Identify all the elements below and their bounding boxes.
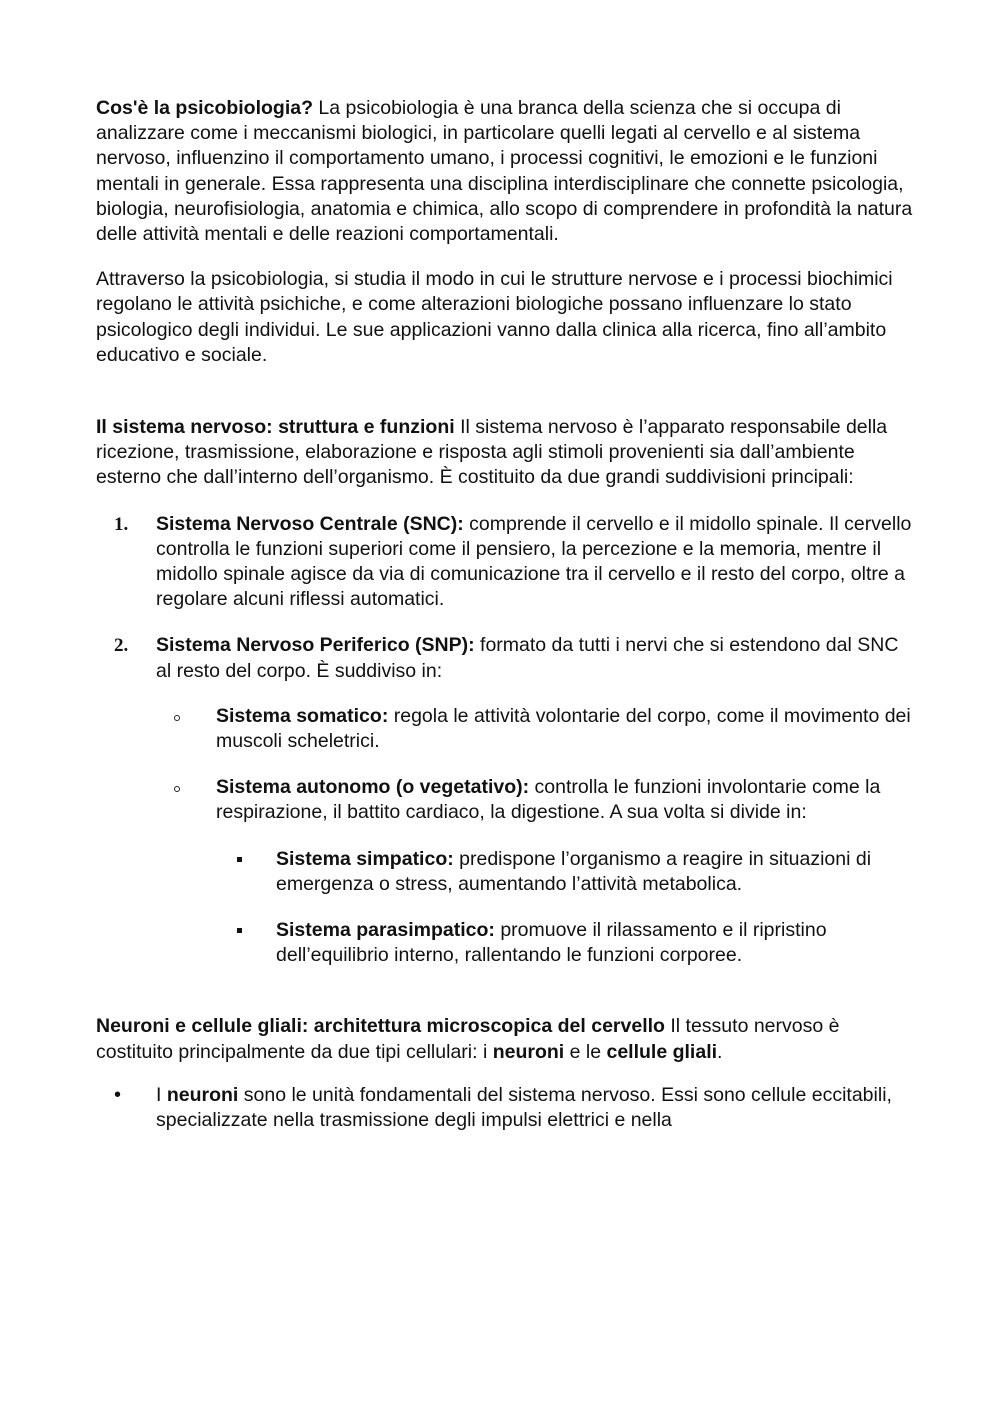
desc-snc: comprende il cervello e il midollo spinale. Il cervello controlla le funzioni superiori come il pensiero, la percezione e la memoria, mentre il midollo spinale agisce da via di comunicazione tra il cervello e il resto del corpo, oltre a regolare alcuni riflessi automatici. <box>156 512 912 611</box>
list-item-neuroni <box>96 1083 916 1133</box>
text-bullet-b: sono le unità fondamentali del sistema nervoso. Essi sono cellule eccitabili, specializzate nella trasmissione degli impulsi elettrici e nella <box>156 1083 892 1132</box>
paragraph-neuroni <box>96 1014 916 1064</box>
text-sistema-nervoso: Il sistema nervoso è l’apparato responsabile della ricezione, trasmissione, elaborazione e risposta agli stimoli provenienti sia dall’ambiente esterno che dall’interno dell’organismo. È costituito da due grandi suddivisioni principali: <box>96 416 888 489</box>
term-parasimpatico: Sistema parasimpatico: <box>276 919 495 942</box>
term-snp: Sistema Nervoso Periferico (SNP): <box>156 634 475 657</box>
desc-somatico: regola le attività volontarie del corpo, come il movimento dei muscoli scheletrici. <box>216 704 911 753</box>
text-neuroni-c: . <box>717 1040 723 1063</box>
bullet-list <box>96 1083 916 1133</box>
desc-simpatico: predispone l’organismo a reagire in situazioni di emergenza o stress, aumentando l’attività metabolica. <box>276 847 872 895</box>
desc-autonomo: controlla le funzioni involontarie come la respirazione, il battito cardiaco, la digestione. A sua volta si divide in: <box>216 776 881 824</box>
paragraph-psicobiologia <box>96 96 916 247</box>
list-item-snp <box>96 633 916 968</box>
term-simpatico: Sistema simpatico: <box>276 847 454 870</box>
square-bullet-icon <box>237 928 242 933</box>
text-bullet-a: I <box>156 1083 167 1106</box>
heading-neuroni: Neuroni e cellule gliali: architettura microscopica del cervello <box>96 1015 665 1038</box>
desc-parasimpatico: promuove il rilassamento e il ripristino dell’equilibrio interno, rallentando le funzioni corporee. <box>276 919 827 967</box>
list-item-somatico <box>156 704 916 754</box>
term-autonomo: Sistema autonomo (o vegetativo): <box>216 776 530 799</box>
paragraph-applicazioni: Attraverso la psicobiologia, si studia il modo in cui le strutture nervose e i processi biochimici regolano le attività psichiche, e come alterazioni biologiche possano influenzare lo stato psicologico degli individui. Le sue applicazioni vanno dalla clinica alla ricerca, fino all’ambito educativo e sociale. <box>96 268 893 366</box>
text-neuroni-b: e le <box>564 1040 607 1063</box>
term-somatico: Sistema somatico: <box>216 704 389 727</box>
circle-bullet-icon <box>174 715 180 721</box>
term-cellule-gliali: cellule gliali <box>606 1040 718 1063</box>
list-item-snc <box>96 512 916 613</box>
heading-sistema-nervoso: Il sistema nervoso: struttura e funzioni <box>96 416 455 439</box>
square-bullet-icon <box>237 857 242 862</box>
document-page <box>96 96 916 1133</box>
desc-snp: formato da tutti i nervi che si estendono dal SNC al resto del corpo. È suddiviso in: <box>156 634 899 682</box>
list-item-autonomo <box>156 775 916 968</box>
term-bullet-neuroni: neuroni <box>166 1083 239 1106</box>
snp-sublist <box>156 704 916 969</box>
heading-psicobiologia: Cos'è la psicobiologia? <box>96 97 314 119</box>
circle-bullet-icon <box>174 786 180 792</box>
list-item-parasimpatico <box>216 918 916 968</box>
term-snc: Sistema Nervoso Centrale (SNC): <box>156 512 464 535</box>
text-neuroni-a: Il tessuto nervoso è costituito principalmente da due tipi cellulari: i <box>96 1015 840 1063</box>
list-number: 2. <box>114 635 129 657</box>
paragraph-sistema-nervoso <box>96 415 916 491</box>
bullet-dot-icon: • <box>114 1083 122 1106</box>
numbered-list <box>96 512 916 969</box>
text-psicobiologia: La psicobiologia è una branca della scienza che si occupa di analizzare come i meccanismi biologici, in particolare quelli legati al cervello e al sistema nervoso, influenzino il comportamento umano, i processi cognitivi, le emozioni e le funzioni mentali in generale. Essa rappresenta una disciplina interdisciplinare che connette psicologia, biologia, neurofisiologia, anatomia e chimica, allo scopo di comprendere in profondità la natura delle attività mentali e delle reazioni comportamentali. <box>96 97 913 246</box>
list-number: 1. <box>114 513 129 535</box>
autonomo-sublist <box>216 847 916 969</box>
term-neuroni: neuroni <box>492 1040 565 1063</box>
list-item-simpatico <box>216 847 916 897</box>
